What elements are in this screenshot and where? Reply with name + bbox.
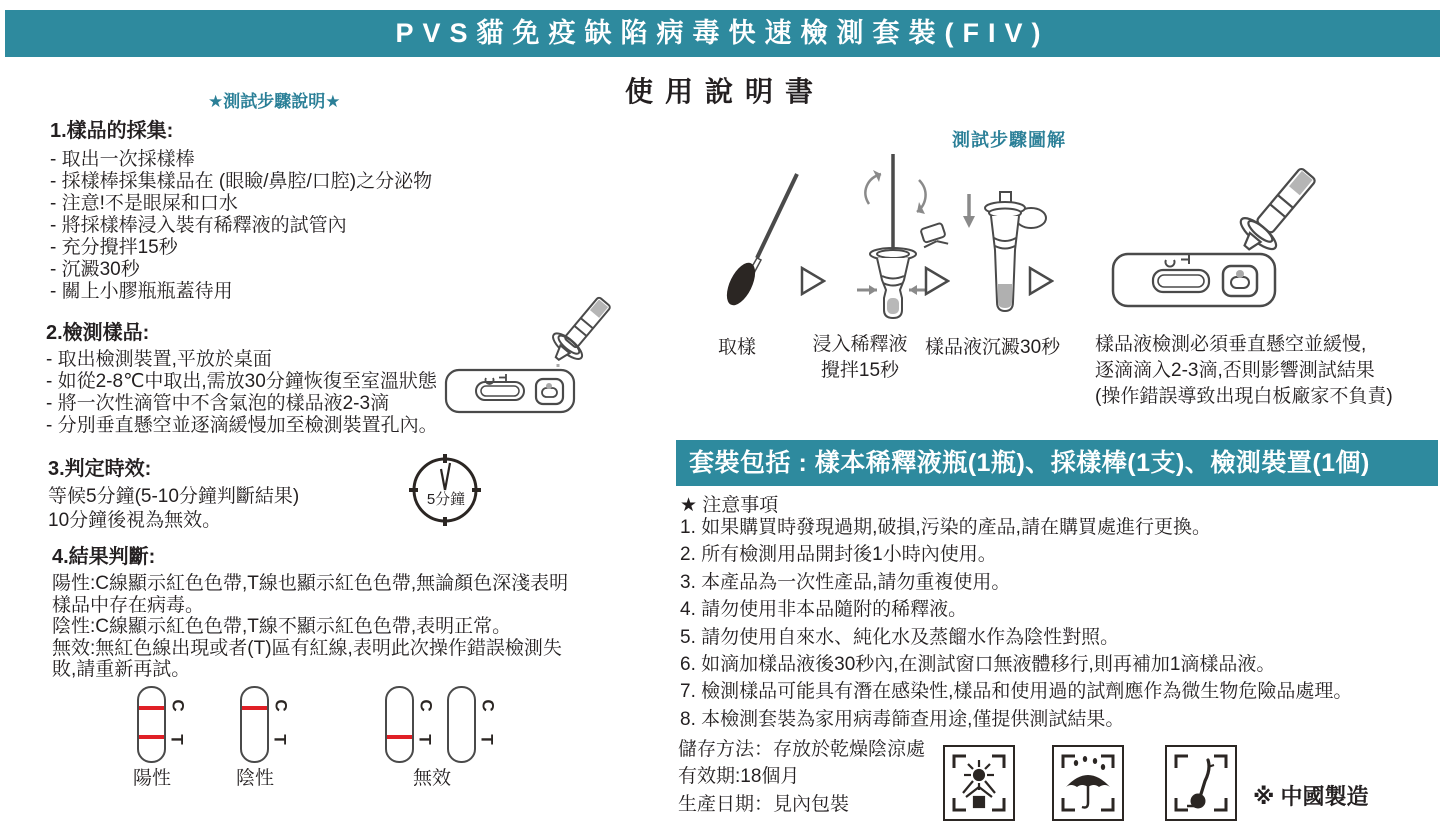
step2-caption: 浸入稀釋液 攪拌15秒: [812, 334, 908, 381]
instruction-line: - 將採樣棒浸入裝有稀釋液的試管內: [50, 215, 347, 236]
temperature-limit-box: [1165, 745, 1237, 821]
c-mark: C: [271, 699, 291, 712]
instruction-line: 敗,請重新再試。: [52, 659, 191, 680]
c-line: [139, 706, 164, 710]
section-result-judgement: [52, 540, 568, 681]
sun-icon: [945, 747, 1013, 819]
storage-info: [678, 736, 925, 818]
keep-dry-box: [1052, 745, 1124, 821]
c-mark: C: [478, 699, 498, 712]
t-mark: T: [167, 734, 187, 745]
section-title: 4.結果判斷:: [52, 546, 156, 568]
cassette-dropper-small-icon: [438, 282, 638, 417]
manual-title: 使用說明書: [624, 76, 825, 107]
section-title: 2.檢測樣品:: [46, 322, 150, 344]
shelf-life: 有效期:18個月: [678, 766, 800, 788]
steps-section-header: ★測試步驟說明★: [208, 92, 341, 111]
note-item: 4. 請勿使用非本品隨附的稀釋液。: [680, 599, 968, 621]
result-label-positive: 陽性: [133, 768, 172, 789]
step3-caption: 樣品液沉澱30秒: [925, 337, 1061, 358]
step4-caption: 樣品液檢測必須垂直懸空並緩慢, 逐滴滴入2-3滴,否則影響測試結果 (操作錯誤導致出現白板廠家不負責): [1095, 334, 1393, 407]
result-label-negative: 陰性: [236, 768, 275, 789]
t-mark: T: [477, 734, 497, 745]
instruction-line: - 採樣棒採集樣品在 (眼瞼/鼻腔/口腔)之分泌物: [50, 171, 433, 192]
note-item: 2. 所有檢測用品開封後1小時內使用。: [680, 544, 997, 566]
triangle-arrow-icon: [924, 266, 950, 296]
section-sample-collection: [50, 114, 432, 303]
notes-list: [680, 514, 1352, 733]
t-line: [139, 735, 164, 739]
clock-label: 5分鐘: [426, 491, 466, 508]
swab-icon: [705, 168, 805, 308]
made-in-label: ※ 中國製造: [1253, 784, 1369, 809]
triangle-arrow-icon: [800, 266, 826, 296]
notes-title: ★ 注意事項: [680, 495, 779, 516]
c-mark: C: [168, 699, 188, 712]
section-test-sample: [46, 316, 438, 437]
instruction-line: - 注意!不是眼屎和口水: [50, 193, 238, 214]
note-item: 5. 請勿使用自來水、純化水及蒸餾水作為陰性對照。: [680, 626, 1120, 648]
c-line: [242, 706, 267, 710]
sample-tube-icon: [955, 190, 1055, 322]
t-line: [387, 735, 412, 739]
instruction-line: - 關上小膠瓶瓶蓋待用: [50, 281, 233, 302]
product-title: PVS貓免疫缺陷病毒快速檢測套裝(FIV): [395, 18, 1050, 48]
t-mark: T: [270, 734, 290, 745]
instruction-line: - 取出檢測裝置,平放於桌面: [46, 349, 272, 370]
result-label-invalid: 無效: [413, 768, 452, 789]
instruction-line: 10分鐘後視為無效。: [48, 510, 222, 531]
section-title: 1.樣品的採集:: [50, 120, 174, 142]
instruction-line: 無效:無紅色線出現或者(T)區有紅線,表明此次操作錯誤檢測失: [52, 637, 562, 659]
result-strip-negative: [240, 686, 269, 763]
storage-method: 儲存方法：存放於乾燥陰涼處: [678, 739, 926, 760]
kit-contents-text: 套裝包括 : 樣本稀釋液瓶(1瓶)、採樣棒(1支)、檢測裝置(1個): [689, 449, 1370, 477]
note-item: 8. 本檢測套裝為家用病毒篩查用途,僅提供測試結果。: [680, 708, 1125, 730]
production-date: 生產日期：見內包裝: [678, 793, 850, 815]
header-bar: [5, 10, 1440, 57]
note-item: 6. 如滴加樣品液後30秒內,在測試窗口無液體移行,則再補加1滴樣品液。: [680, 654, 1276, 676]
instruction-line: - 充分攪拌15秒: [50, 237, 178, 258]
note-item: 3. 本產品為一次性產品,請勿重複使用。: [680, 571, 1011, 593]
cassette-dropper-icon: [1095, 142, 1345, 312]
instruction-line: 陰性:C線顯示紅色色帶,T線不顯示紅色色帶,表明正常。: [52, 616, 512, 637]
instruction-line: - 取出一次採樣棒: [50, 149, 195, 170]
kit-contents-banner: [676, 440, 1438, 486]
instruction-line: 等候5分鐘(5-10分鐘判斷結果): [48, 486, 300, 507]
umbrella-icon: [1054, 747, 1122, 819]
instruction-line: - 如從2-8℃中取出,需放30分鐘恢復至室溫狀態: [46, 371, 437, 392]
thermometer-icon: [1167, 747, 1235, 819]
note-item: 1. 如果購買時發現過期,破損,污染的產品,請在購買處進行更換。: [680, 517, 1211, 538]
tube-with-swab-icon: [835, 152, 955, 324]
instruction-line: - 沉澱30秒: [50, 259, 140, 280]
t-mark: T: [415, 734, 435, 745]
section-title: 3.判定時效:: [48, 458, 152, 480]
instruction-line: 陽性:C線顯示紅色色帶,T線也顯示紅色色帶,無論顏色深淺表明: [52, 573, 569, 594]
instruction-line: - 將一次性滴管中不含氣泡的樣品液2-3滴: [46, 393, 390, 414]
c-mark: C: [416, 699, 436, 712]
instruction-line: 樣品中存在病毒。: [52, 594, 205, 616]
triangle-arrow-icon: [1028, 266, 1054, 296]
note-item: 7. 檢測樣品可能具有潛在感染性,樣品和使用過的試劑應作為微生物危險品處理。: [680, 681, 1353, 703]
result-strip-invalid-1: [385, 686, 414, 763]
section-timing: [48, 452, 299, 533]
instruction-line: - 分別垂直懸空並逐滴緩慢加至檢測裝置孔內。: [46, 415, 438, 436]
result-strip-invalid-2: [447, 686, 476, 763]
keep-away-sunlight-box: [943, 745, 1015, 821]
result-strip-positive: [137, 686, 166, 763]
step1-caption: 取樣: [718, 337, 757, 358]
diagram-section-title: 測試步驟圖解: [952, 130, 1066, 150]
